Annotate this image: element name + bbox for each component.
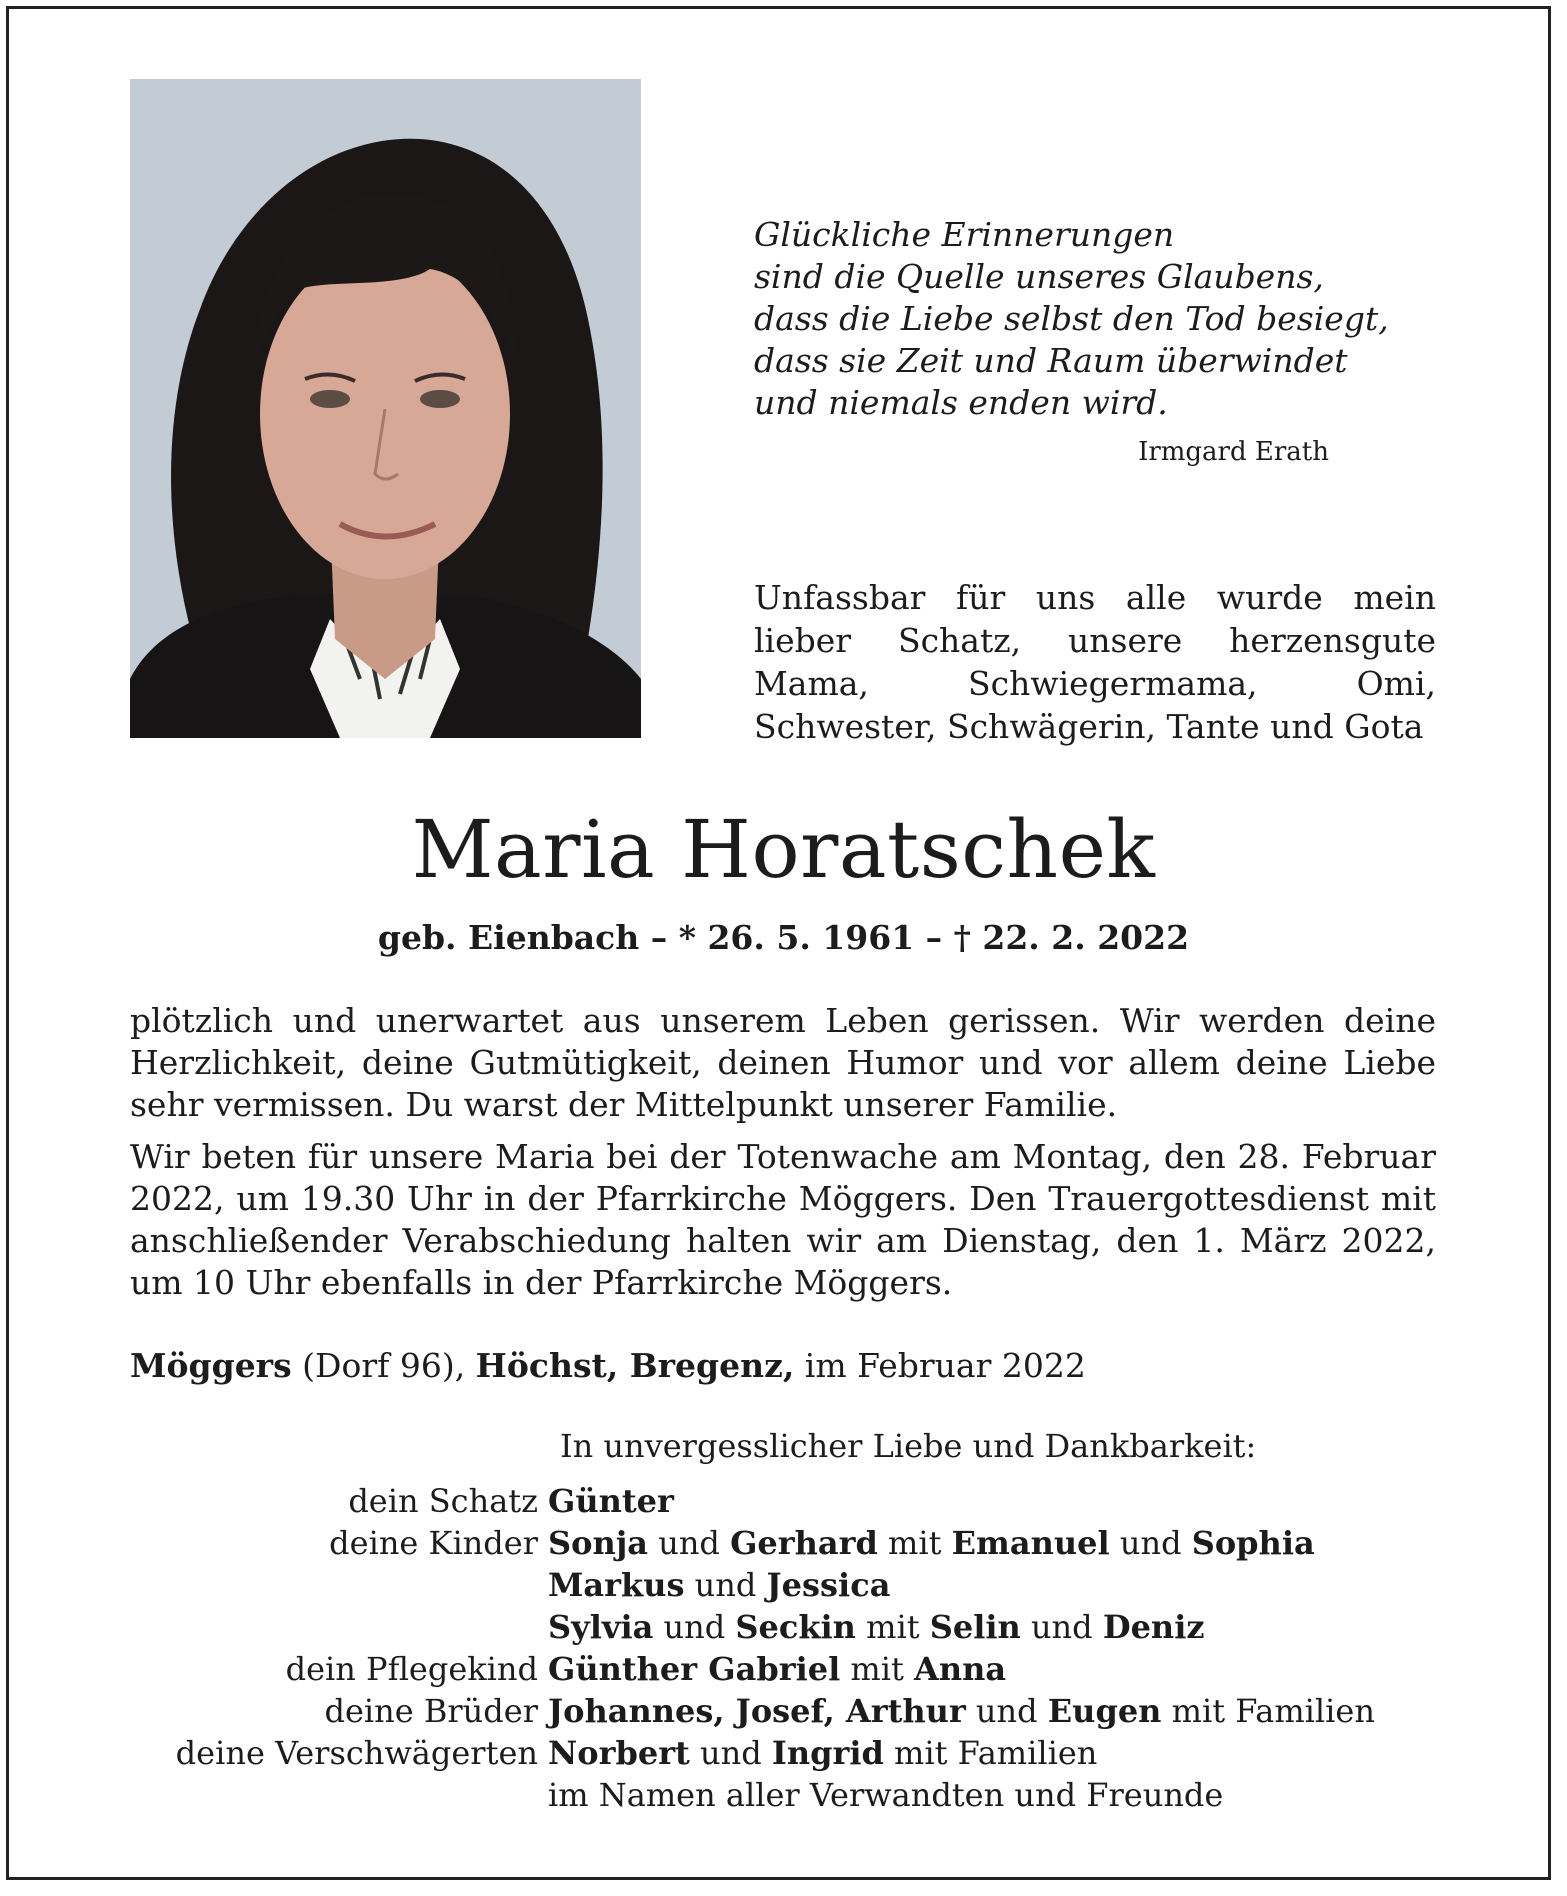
mourner-row [130,1774,1440,1816]
mourner-name: Selin [929,1608,1021,1646]
mourner-names [548,1480,1440,1522]
mourner-name: Eugen [1047,1692,1162,1730]
obituary-body [130,1000,1436,1314]
place-date-line [130,1346,1086,1385]
mourner-row [130,1522,1440,1564]
mourner-row [130,1732,1440,1774]
mourner-name: Günter [548,1482,674,1520]
mourner-names [548,1522,1440,1564]
mourner-names [548,1606,1440,1648]
mourners-heading: In unvergesslicher Liebe und Dankbarkeit: [560,1427,1257,1465]
mourner-name: Markus [548,1566,685,1604]
mourner-relation: deine Verschwägerten [175,1734,538,1772]
place-others: Höchst, Bregenz, [475,1346,795,1385]
obituary-paragraph: plötzlich und unerwartet aus unserem Leben gerissen. Wir werden deine Herzlichkeit, deine Gutmütigkeit, deinen Humor und vor allem deine Liebe sehr vermissen. Du warst der Mittelpunkt unserer Familie. [130,1001,1436,1124]
mourner-relation [130,1564,548,1606]
mourner-names [548,1648,1440,1690]
mourner-relation: deine Kinder [329,1524,538,1562]
mourner-relation: dein Schatz [348,1482,538,1520]
mourner-connector: und [965,1692,1048,1730]
mourner-connector: und [648,1524,731,1562]
mourner-connector: mit Familien [1161,1692,1375,1730]
mourner-name: Gerhard [730,1524,878,1562]
mourner-connector: mit [855,1608,930,1646]
mourner-row [130,1690,1440,1732]
mourner-names [548,1732,1440,1774]
mourner-relation: deine Brüder [324,1692,538,1730]
deceased-name: Maria Horatschek [411,803,1156,896]
life-dates: geb. Eienbach – * 26. 5. 1961 – † 22. 2. 2022 [377,918,1190,957]
mourner-name: Anna [914,1650,1007,1688]
mourner-row [130,1480,1440,1522]
place-address: (Dorf 96), [291,1346,476,1385]
mourner-names [548,1564,1440,1606]
mourner-relation [130,1774,548,1816]
mourner-name: Sylvia [548,1608,654,1646]
funeral-details-paragraph: Wir beten für unsere Maria bei der Totenwache am Montag, den 28. Februar 2022, um 19.30 Uhr in der Pfarrkirche Möggers. Den Trauergottesdienst mit anschließender Verabschiedung halten wir am Dienstag, den 1. März 2022, um 10 Uhr ebenfalls in der Pfarrkirche Möggers. [130,1137,1436,1302]
mourner-names [548,1690,1440,1732]
mourner-name: Jessica [766,1566,891,1604]
place-date: im Februar 2022 [794,1346,1086,1385]
portrait-illustration [130,79,641,738]
intro-text: Unfassbar für uns alle wurde mein lieber Schatz, unsere herzensgute Mama, Schwiegermama, Omi, Schwester, Schwägerin, Tante und Gota [754,578,1436,746]
mourner-connector: mit Familien [883,1734,1098,1772]
mourner-names [548,1774,1440,1816]
mourner-connector: und [684,1566,767,1604]
mourner-name: Ingrid [771,1734,884,1772]
mourner-name: Norbert [548,1734,690,1772]
memorial-poem: Glückliche Erinnerungen sind die Quelle unseres Glaubens, dass die Liebe selbst den Tod besiegt, dass sie Zeit und Raum überwindet und niemals enden wird. [754,215,1389,422]
mourner-connector: mit [840,1650,915,1688]
mourner-connector: und [689,1734,772,1772]
mourner-relation: dein Pflegekind [285,1650,538,1688]
mourner-connector: mit [877,1524,952,1562]
place-town: Möggers [130,1346,292,1385]
mourner-name: Johannes, Josef, Arthur [548,1692,966,1730]
mourner-row [130,1648,1440,1690]
mourner-row [130,1564,1440,1606]
mourner-connector: und [653,1608,736,1646]
mourner-connector: und [1020,1608,1103,1646]
mourner-connector: und [1109,1524,1192,1562]
mourner-relation [130,1606,548,1648]
mourner-connector: im Namen aller Verwandten und Freunde [548,1776,1224,1814]
mourner-name: Sonja [548,1524,649,1562]
portrait-photo [130,79,641,738]
mourner-row [130,1606,1440,1648]
mourner-name: Sophia [1191,1524,1315,1562]
mourner-name: Emanuel [951,1524,1110,1562]
mourner-name: Günther Gabriel [548,1650,841,1688]
mourner-name: Deniz [1102,1608,1205,1646]
poem-author: Irmgard Erath [1138,437,1329,467]
mourners-list [130,1480,1440,1816]
mourner-name: Seckin [735,1608,856,1646]
